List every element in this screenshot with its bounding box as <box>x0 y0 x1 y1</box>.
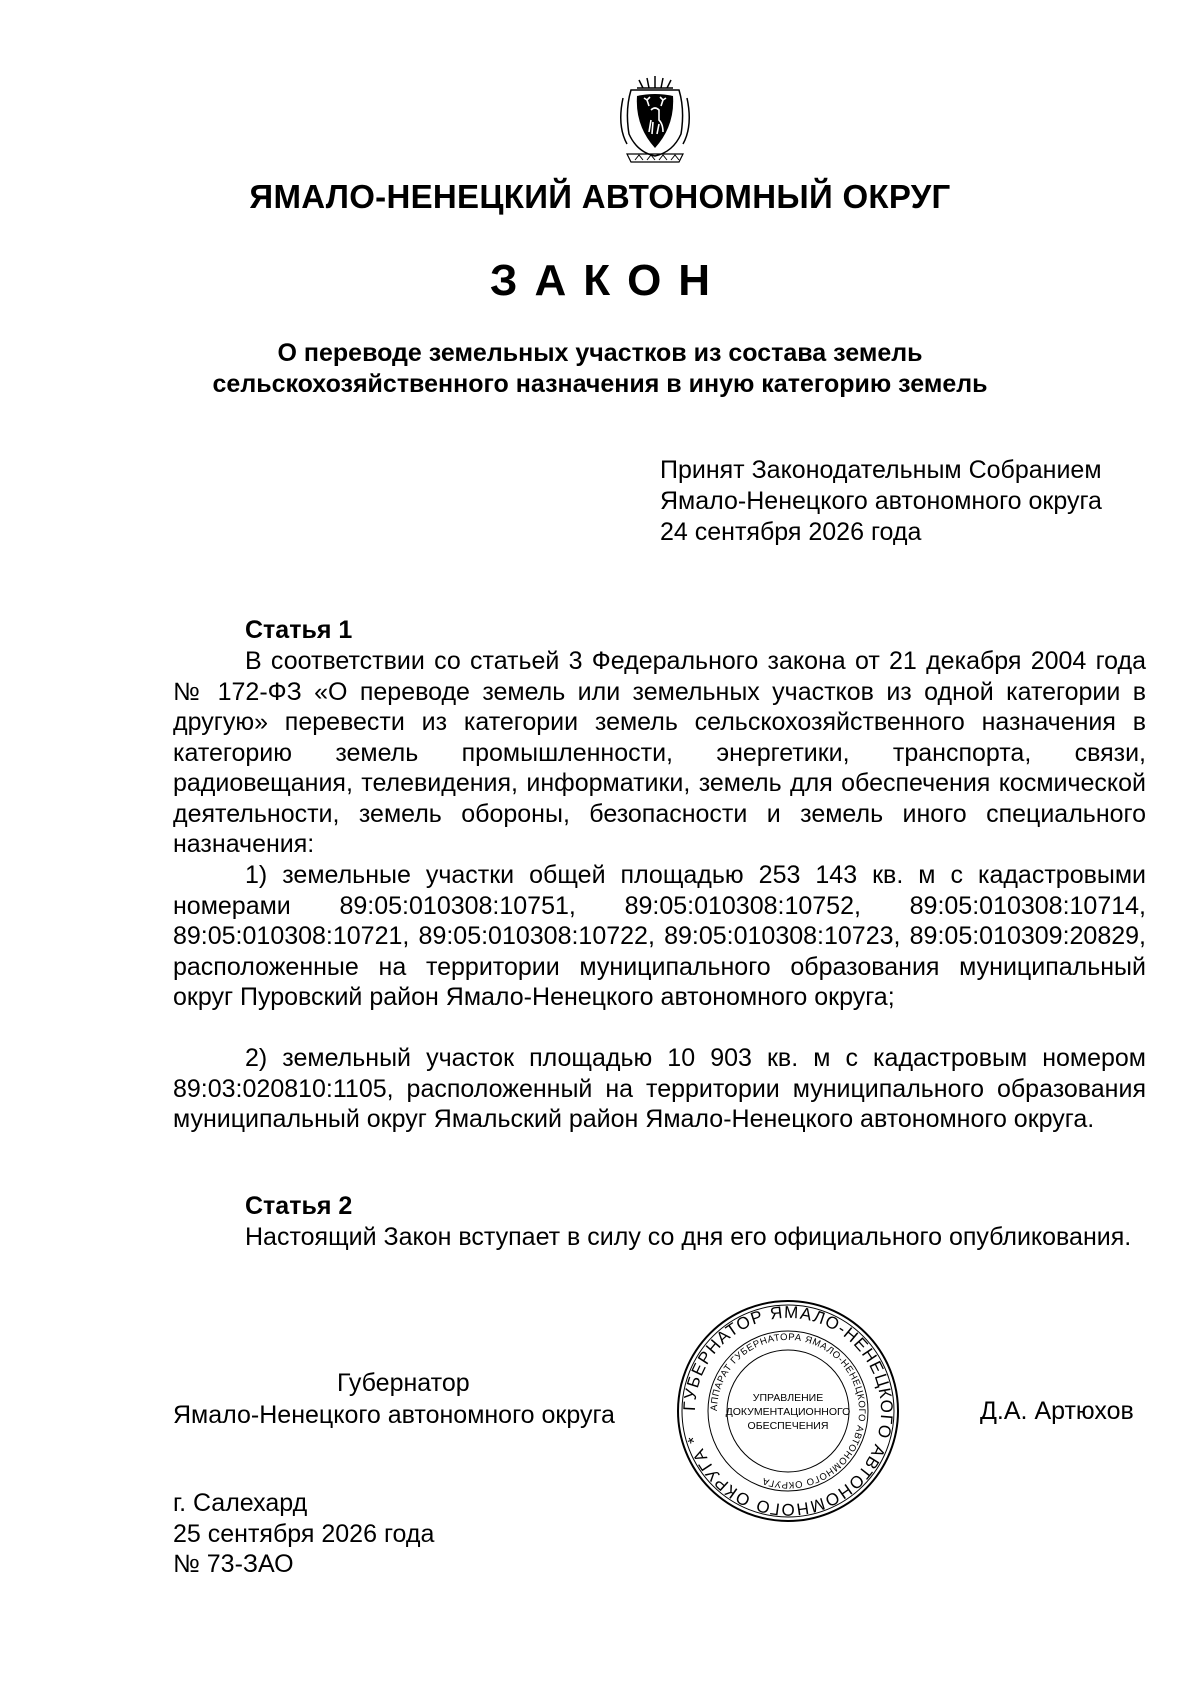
article-2-heading: Статья 2 <box>245 1192 353 1220</box>
adoption-line: Принят Законодательным Собранием <box>660 456 1102 484</box>
signatory-title-line: Ямало-Ненецкого автономного округа <box>173 1401 615 1429</box>
subject-line: О переводе земельных участков из состава земель <box>277 339 923 367</box>
seal-center-line: ОБЕСПЕЧЕНИЯ <box>747 1420 829 1432</box>
law-number: № 73-ЗАО <box>173 1550 294 1578</box>
article-1-item-2: 2) земельный участок площадью 10 903 кв. м с кадастровым номером 89:03:020810:1105, расположенный на территории муниципального образования муниципальный округ Ямальский район Ямало-Ненецкого автономного округа. <box>173 1044 1146 1133</box>
adoption-note <box>660 455 1102 548</box>
adoption-line: Ямало-Ненецкого автономного округа <box>660 487 1102 515</box>
seal-inner-text: АППАРАТ ГУБЕРНАТОРА ЯМАЛО-НЕНЕЦКОГО АВТОНОМНОГО ОКРУГА <box>708 1331 868 1491</box>
signing-date: 25 сентября 2026 года <box>173 1519 435 1548</box>
article-1-item-1: 1) земельные участки общей площадью 253 143 кв. м с кадастровыми номерами 89:05:010308:10751, 89:05:010308:10752, 89:05:010308:10714, 89:05:010308:10721, 89:05:010308:10722, 89:05:010308:10723, 89:05:010309:20829, расположенные на территории муниципального образования муниципальный округ Пуровский район Ямало-Ненецкого автономного округа; <box>173 861 1146 1011</box>
article-2-paragraph: Настоящий Закон вступает в силу со дня его официального опубликования. <box>245 1223 1132 1251</box>
place-date-number <box>173 1488 434 1580</box>
seal-center-line: УПРАВЛЕНИЕ <box>752 1392 824 1404</box>
seal-outer-text: ГУБЕРНАТОР ЯМАЛО-НЕНЕЦКОГО АВТОНОМНОГО ОКРУГА * <box>679 1302 897 1520</box>
official-seal <box>675 1298 901 1524</box>
subject-line: сельскохозяйственного назначения в иную категорию земель <box>212 370 988 398</box>
signatory-title-line: Губернатор <box>337 1369 470 1397</box>
place: г. Салехард <box>173 1489 308 1517</box>
article-1-heading: Статья 1 <box>245 616 353 644</box>
document-type-title: ЗАКОН <box>489 256 728 305</box>
signatory-title <box>173 1367 615 1431</box>
adoption-line: 24 сентября 2026 года <box>660 518 922 546</box>
region-title: ЯМАЛО-НЕНЕЦКИЙ АВТОНОМНЫЙ ОКРУГ <box>249 178 951 215</box>
coat-of-arms-icon <box>617 76 693 166</box>
document-subject <box>150 338 1050 400</box>
article-1-paragraph: В соответствии со статьей 3 Федерального закона от 21 декабря 2004 года № 172-ФЗ «О переводе земель или земельных участков из одной категории в другую» перевести из категории земель сельскохозяйственного назначения в категорию земель промышленности, энергетики, транспорта, связи, радиовещания, телевидения, информатики, земель для обеспечения космической деятельности, земель обороны, безопасности и земель иного специального назначения: <box>173 647 1146 858</box>
seal-center-line: ДОКУМЕНТАЦИОННОГО <box>725 1406 851 1418</box>
signatory-name: Д.А. Артюхов <box>980 1397 1134 1425</box>
